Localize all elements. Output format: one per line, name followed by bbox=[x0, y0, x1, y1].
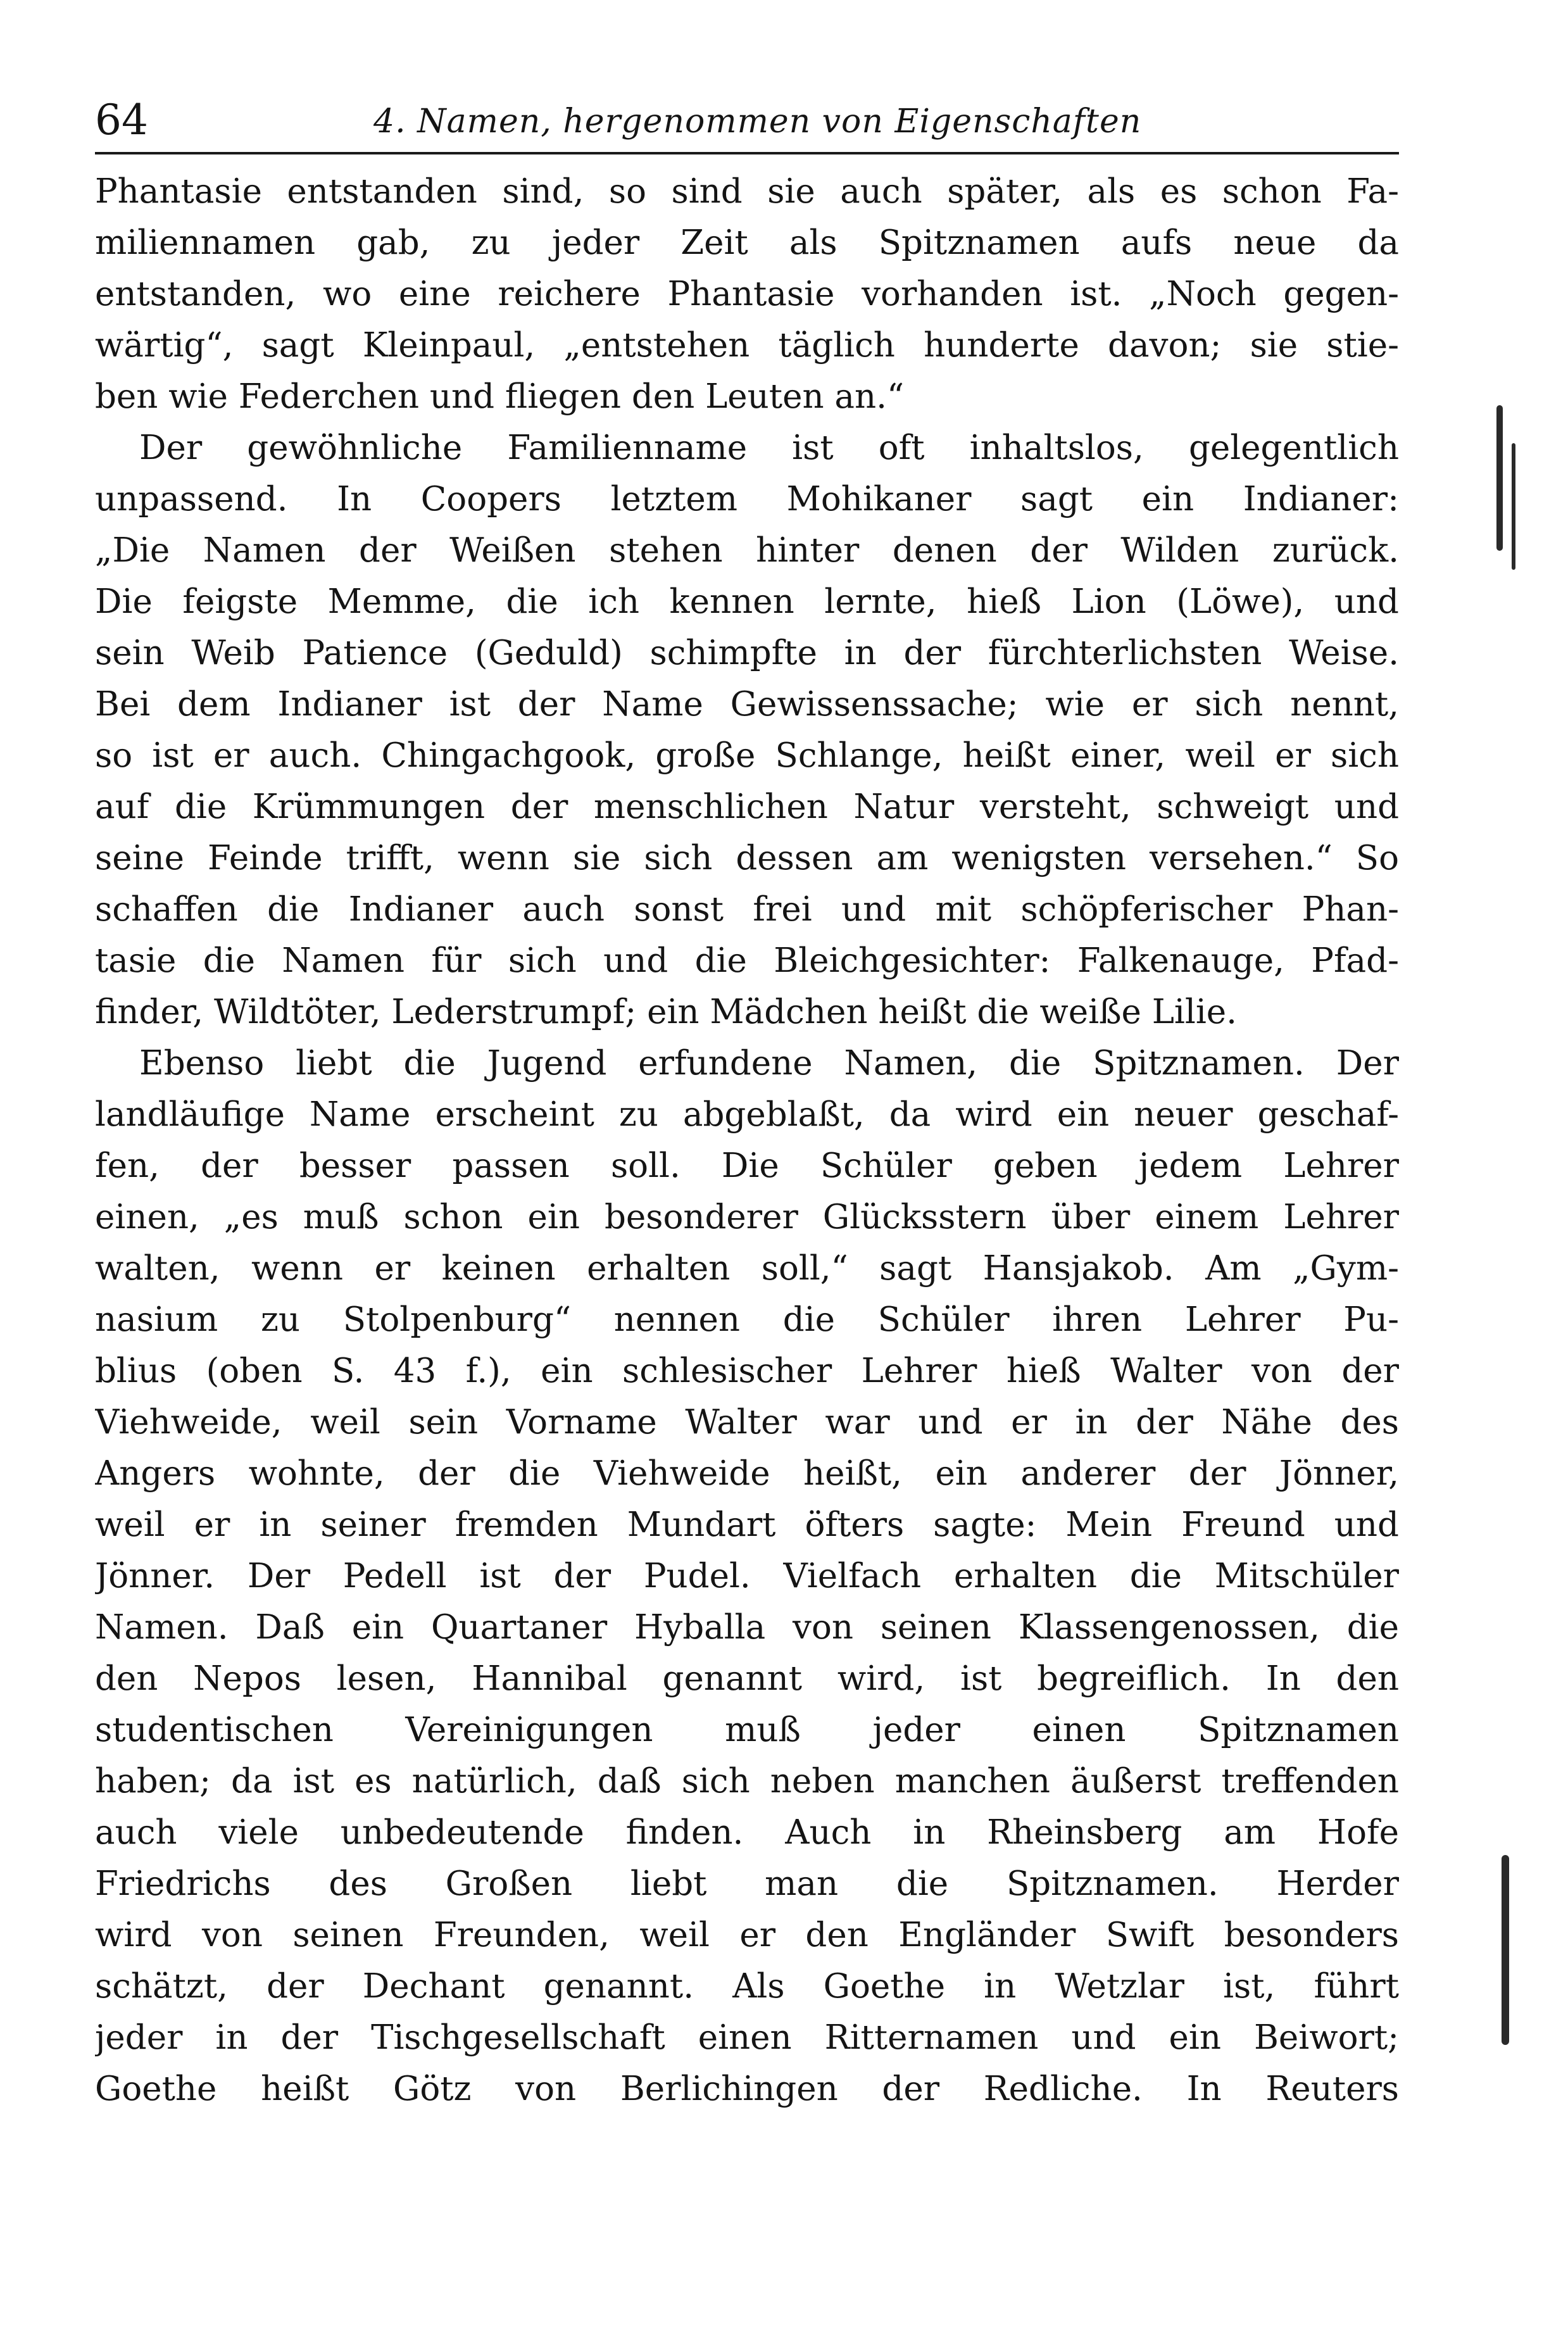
margin-pencil-mark bbox=[1512, 443, 1515, 570]
text-line: seine Feinde trifft, wenn sie sich dessen am wenigsten versehen.“ So bbox=[95, 839, 1399, 877]
text-line: tasie die Namen für sich und die Bleichgesichter: Falkenauge, Pfad- bbox=[95, 941, 1399, 980]
text-line: haben; da ist es natürlich, daß sich neben manchen äußerst treffenden bbox=[95, 1762, 1399, 1801]
text-line: wärtig“, sagt Kleinpaul, „entstehen täglich hunderte davon; sie stie- bbox=[95, 326, 1399, 365]
margin-pencil-mark bbox=[1502, 1855, 1509, 2045]
text-line: auf die Krümmungen der menschlichen Natur versteht, schweigt und bbox=[95, 788, 1399, 826]
text-line: Angers wohnte, der die Viehweide heißt, ein anderer der Jönner, bbox=[95, 1454, 1399, 1493]
text-line: studentischen Vereinigungen muß jeder einen Spitznamen bbox=[95, 1711, 1399, 1749]
text-line: jeder in der Tischgesellschaft einen Ritternamen und ein Beiwort; bbox=[95, 2018, 1399, 2057]
paragraph-2 bbox=[95, 422, 1399, 1038]
margin-pencil-mark bbox=[1496, 405, 1503, 551]
text-line: Namen. Daß ein Quartaner Hyballa von seinen Klassengenossen, die bbox=[95, 1608, 1399, 1647]
text-line: entstanden, wo eine reichere Phantasie vorhanden ist. „Noch gegen- bbox=[95, 275, 1399, 313]
body-text bbox=[95, 166, 1399, 2115]
text-line: nasium zu Stolpenburg“ nennen die Schüler ihren Lehrer Pu- bbox=[95, 1300, 1399, 1339]
text-line: Phantasie entstanden sind, so sind sie auch später, als es schon Fa- bbox=[95, 172, 1399, 211]
text-line: Viehweide, weil sein Vorname Walter war und er in der Nähe des bbox=[95, 1403, 1399, 1442]
text-line: den Nepos lesen, Hannibal genannt wird, ist begreiflich. In den bbox=[95, 1659, 1399, 1698]
text-line: Friedrichs des Großen liebt man die Spitznamen. Herder bbox=[95, 1865, 1399, 1903]
text-line: Die feigste Memme, die ich kennen lernte, hieß Lion (Löwe), und bbox=[95, 582, 1399, 621]
text-line: miliennamen gab, zu jeder Zeit als Spitznamen aufs neue da bbox=[95, 223, 1399, 262]
text-line: Jönner. Der Pedell ist der Pudel. Vielfach erhalten die Mitschüler bbox=[95, 1557, 1399, 1595]
text-line: „Die Namen der Weißen stehen hinter denen der Wilden zurück. bbox=[95, 531, 1399, 570]
text-line: unpassend. In Coopers letztem Mohikaner sagt ein Indianer: bbox=[95, 480, 1399, 519]
text-line: finder, Wildtöter, Lederstrumpf; ein Mädchen heißt die weiße Lilie. bbox=[95, 993, 1237, 1031]
text-line: einen, „es muß schon ein besonderer Glücksstern über einem Lehrer bbox=[95, 1198, 1399, 1236]
paragraph-3 bbox=[95, 1038, 1399, 2115]
text-line: ben wie Federchen und fliegen den Leuten an.“ bbox=[95, 377, 905, 416]
text-line: schaffen die Indianer auch sonst frei und mit schöpferischer Phan- bbox=[95, 890, 1399, 929]
text-line: weil er in seiner fremden Mundart öfters sagte: Mein Freund und bbox=[95, 1506, 1399, 1544]
text-line: so ist er auch. Chingachgook, große Schlange, heißt einer, weil er sich bbox=[95, 736, 1399, 775]
paragraph-1 bbox=[95, 166, 1399, 422]
text-line: Ebenso liebt die Jugend erfundene Namen, die Spitznamen. Der bbox=[139, 1044, 1399, 1083]
page-number: 64 bbox=[95, 96, 148, 144]
text-line: landläufige Name erscheint zu abgeblaßt, da wird ein neuer geschaf- bbox=[95, 1095, 1399, 1134]
text-line: Der gewöhnliche Familienname ist oft inhaltslos, gelegentlich bbox=[139, 429, 1399, 467]
text-line: wird von seinen Freunden, weil er den Engländer Swift besonders bbox=[95, 1916, 1399, 1954]
text-line: Goethe heißt Götz von Berlichingen der Redliche. In Reuters bbox=[95, 2070, 1399, 2108]
text-line: sein Weib Patience (Geduld) schimpfte in der fürchterlichsten Weise. bbox=[95, 634, 1399, 672]
page-header bbox=[95, 95, 1399, 154]
text-line: Bei dem Indianer ist der Name Gewissenssache; wie er sich nennt, bbox=[95, 685, 1399, 724]
text-line: blius (oben S. 43 f.), ein schlesischer Lehrer hieß Walter von der bbox=[95, 1352, 1399, 1390]
running-title: 4. Namen, hergenommen von Eigenschaften bbox=[373, 103, 1142, 141]
text-line: auch viele unbedeutende finden. Auch in Rheinsberg am Hofe bbox=[95, 1813, 1399, 1852]
text-line: fen, der besser passen soll. Die Schüler geben jedem Lehrer bbox=[95, 1147, 1399, 1185]
text-line: walten, wenn er keinen erhalten soll,“ sagt Hansjakob. Am „Gym- bbox=[95, 1249, 1399, 1288]
text-line: schätzt, der Dechant genannt. Als Goethe in Wetzlar ist, führt bbox=[95, 1967, 1399, 2006]
